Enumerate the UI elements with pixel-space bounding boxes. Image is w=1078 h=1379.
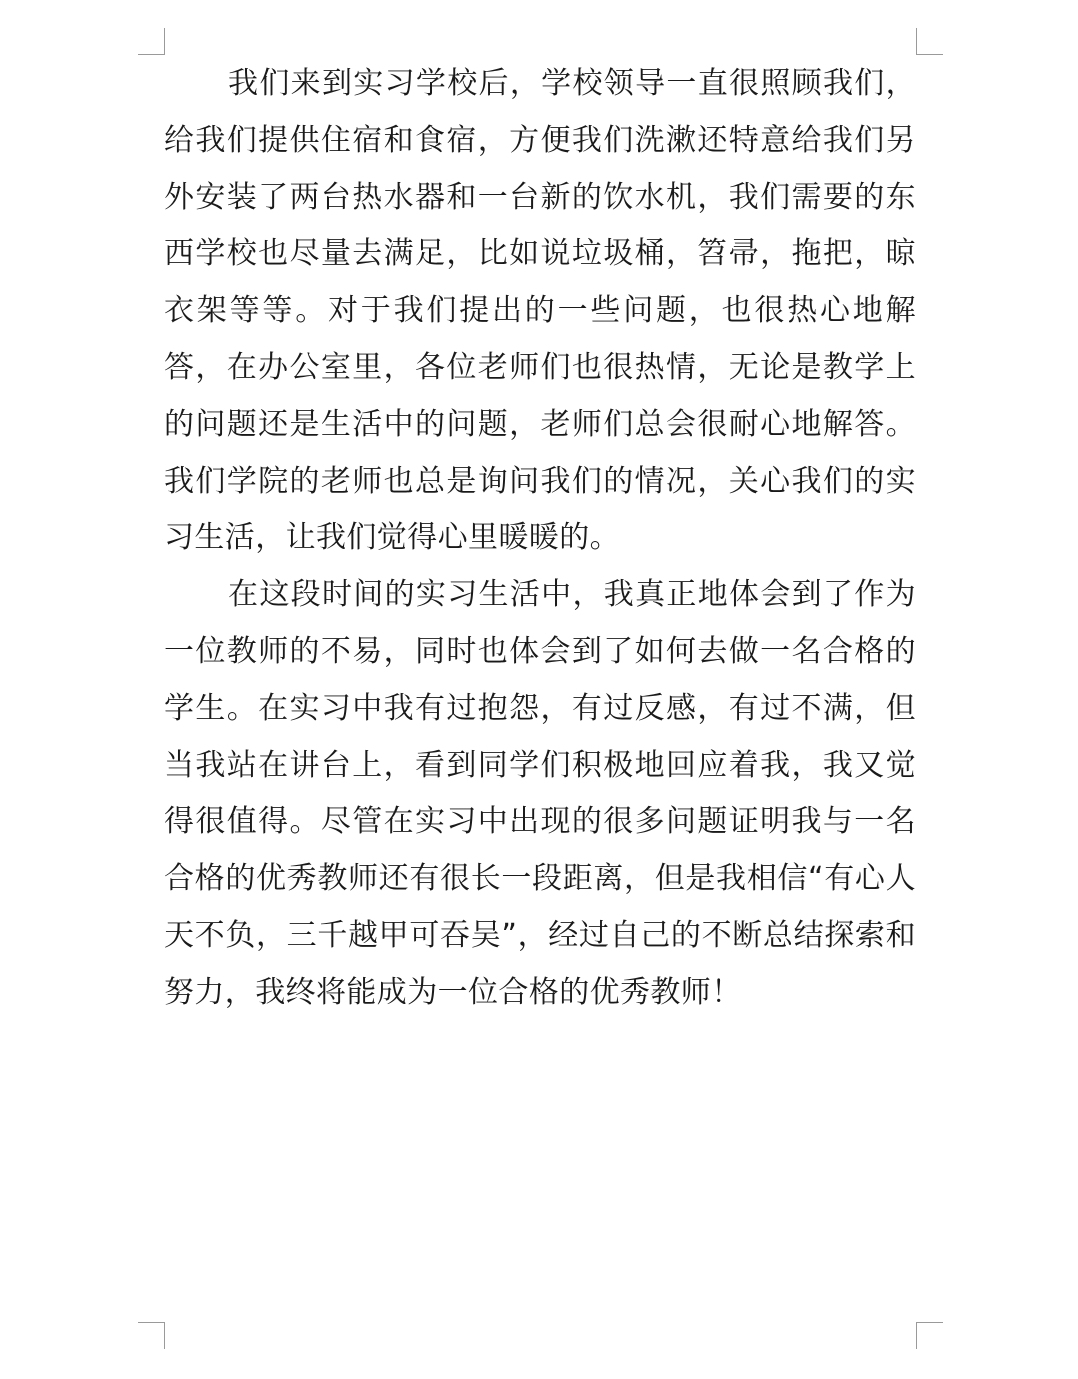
margin-corner-mark-top-left [138, 28, 165, 55]
margin-corner-mark-top-right [916, 28, 943, 55]
paragraph-2: 在这段时间的实习生活中，我真正地体会到了作为一位教师的不易，同时也体会到了如何去做一名合格的学生。在实习中我有过抱怨，有过反感，有过不满，但当我站在讲台上，看到同学们积极地回应着我，我又觉得很值得。尽管在实习中出现的很多问题证明我与一名合格的优秀教师还有很长一段距离，但是我相信“有心人天不负，三千越甲可吞吴”，经过自己的不断总结探索和努力，我终将能成为一位合格的优秀教师！ [164, 577, 916, 1010]
margin-corner-mark-bottom-right [916, 1322, 943, 1349]
margin-corner-mark-bottom-left [138, 1322, 165, 1349]
document-body [164, 56, 916, 1022]
paragraph-1: 我们来到实习学校后，学校领导一直很照顾我们，给我们提供住宿和食宿，方便我们洗漱还特意给我们另外安装了两台热水器和一台新的饮水机，我们需要的东西学校也尽量去满足，比如说垃圾桶，笤帚，拖把，晾衣架等等。对于我们提出的一些问题，也很热心地解答，在办公室里，各位老师们也很热情，无论是教学上的问题还是生活中的问题，老师们总会很耐心地解答。我们学院的老师也总是询问我们的情况，关心我们的实习生活，让我们觉得心里暖暖的。 [164, 66, 916, 556]
